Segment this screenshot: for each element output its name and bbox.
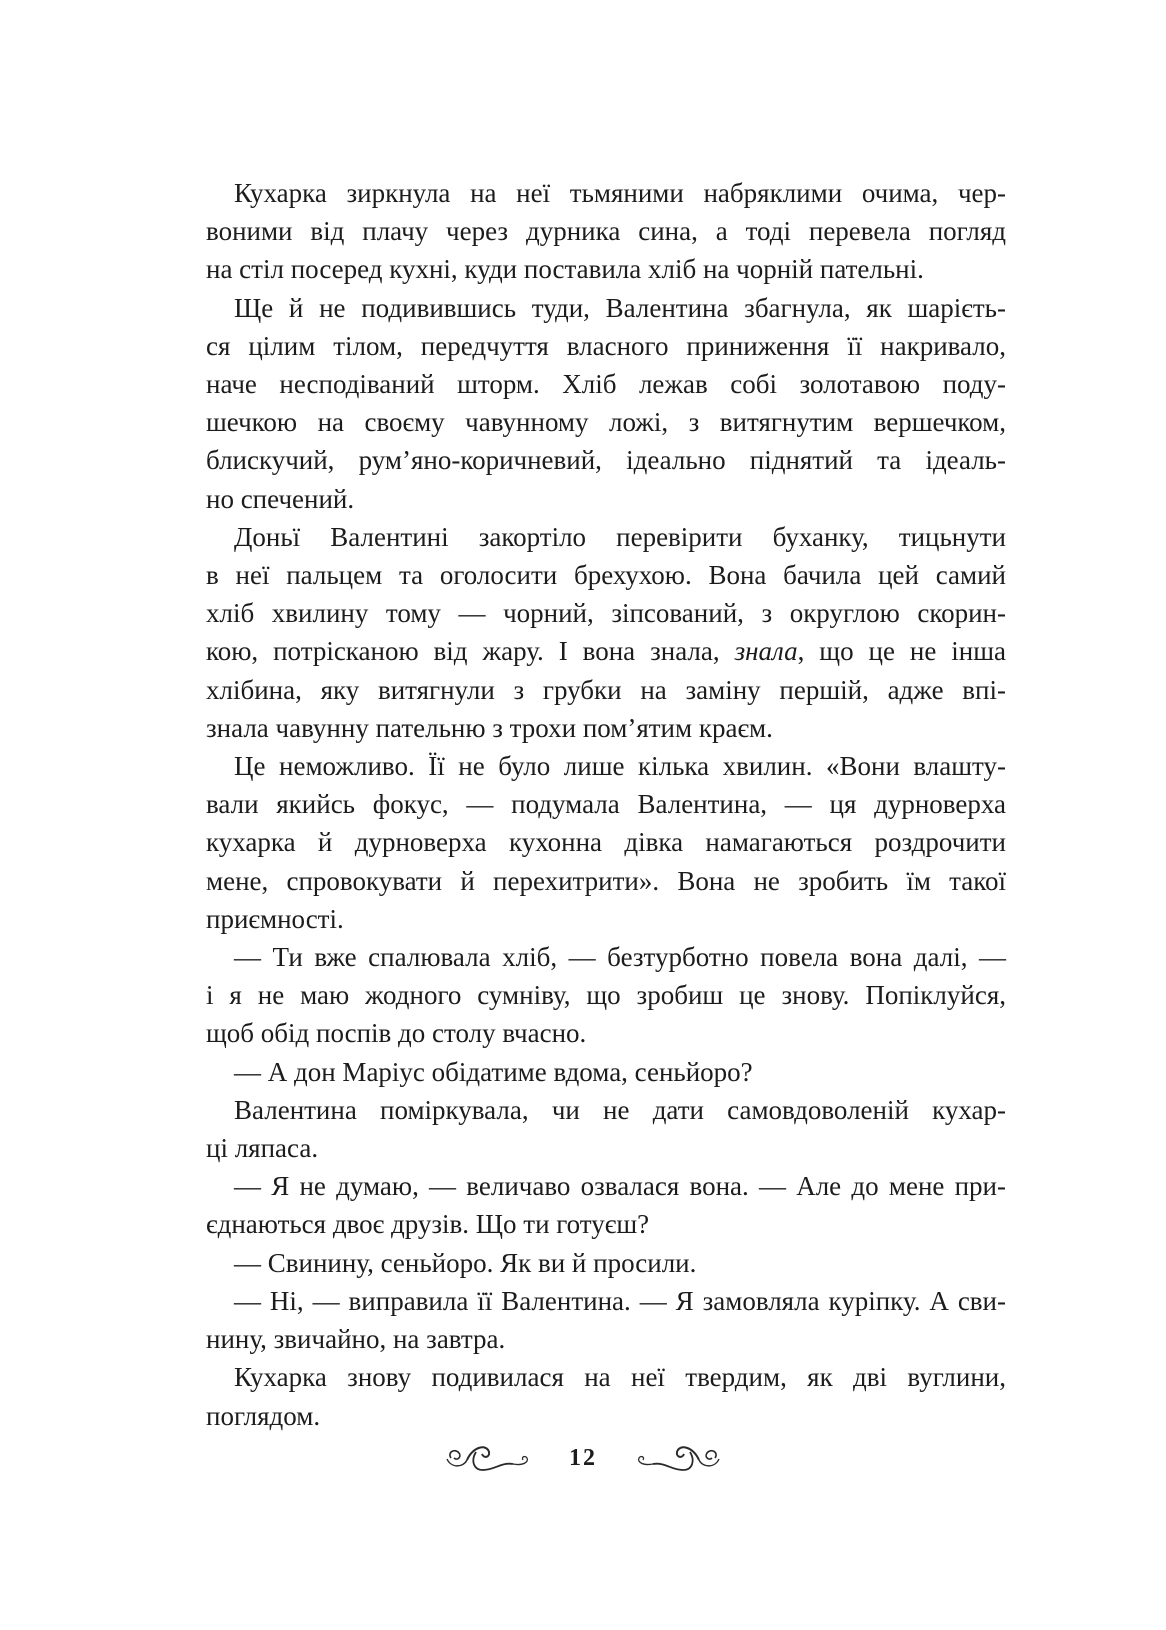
paragraph bbox=[206, 1282, 1006, 1358]
left-ornament-icon bbox=[443, 1438, 553, 1478]
text-line: — Я не думаю, — величаво озвалася вона. — Але до мене при- bbox=[234, 1171, 1006, 1202]
paragraph bbox=[206, 938, 1006, 1053]
paragraph bbox=[206, 1167, 1006, 1243]
emphasis-text: знала bbox=[734, 636, 798, 667]
text-line: Валентина поміркувала, чи не дати самовдоволеній кухар- bbox=[234, 1094, 1006, 1125]
text-line: поглядом. bbox=[206, 1400, 321, 1431]
text-line: шечкою на своєму чавунному ложі, з витягнутим вершечком, bbox=[206, 407, 1006, 438]
text-line: — Ні, — виправила її Валентина. — Я замовляла куріпку. А сви- bbox=[234, 1285, 1006, 1316]
text-line: Кухарка зиркнула на неї тьмяними набряклими очима, чер- bbox=[234, 178, 1006, 208]
paragraph bbox=[206, 747, 1006, 938]
paragraph bbox=[206, 289, 1006, 518]
text-line: — Свинину, сеньйоро. Як ви й просили. bbox=[234, 1247, 697, 1278]
text-line: блискучий, рум’яно-коричневий, ідеально піднятий та ідеаль- bbox=[206, 445, 1006, 476]
text-line: на стіл посеред кухні, куди поставила хліб на чорній пательні. bbox=[206, 254, 924, 285]
paragraph bbox=[206, 1358, 1006, 1434]
text-line: Доньї Валентині закортіло перевірити буханку, тицьнути bbox=[234, 521, 1006, 552]
text-line: єднаються двоє друзів. Що ти готуєш? bbox=[206, 1209, 650, 1240]
text-line: і я не маю жодного сумніву, що зробиш це знову. Попіклуйся, bbox=[206, 980, 1006, 1011]
right-ornament-icon bbox=[613, 1438, 723, 1478]
text-line: — А дон Маріус обідатиме вдома, сеньйоро? bbox=[234, 1056, 753, 1087]
text-line: щоб обід поспів до столу вчасно. bbox=[206, 1018, 587, 1049]
text-line: ці ляпаса. bbox=[206, 1133, 319, 1164]
page-folio bbox=[0, 1428, 1166, 1488]
text-line: хлібина, яку витягнули з грубки на заміну першій, адже впі- bbox=[206, 674, 1006, 705]
text-line: Це неможливо. Її не було лише кілька хвилин. «Вони влашту- bbox=[234, 751, 1006, 782]
text-line: хліб хвилину тому — чорний, зіпсований, з округлою скорин- bbox=[206, 598, 1006, 629]
text-line: мене, спровокувати й перехитрити». Вона не зробить їм такої bbox=[206, 865, 1006, 896]
text-line: приємності. bbox=[206, 903, 344, 934]
paragraph bbox=[206, 518, 1006, 747]
text-line: — Ти вже спалювала хліб, — безтурботно повела вона далі, — bbox=[234, 942, 1006, 973]
text-line: воними від плачу через дурника сина, а тоді перевела погляд bbox=[206, 216, 1006, 247]
text-line: Кухарка знову подивилася на неї твердим, як дві вуглини, bbox=[234, 1362, 1006, 1393]
text-line: нину, звичайно, на завтра. bbox=[206, 1324, 506, 1355]
paragraph bbox=[206, 1244, 1006, 1282]
text-line: вали якийсь фокус, — подумала Валентина, — ця дурноверха bbox=[206, 789, 1006, 820]
text-line: Ще й не подивившись туди, Валентина збагнула, як шарієть- bbox=[234, 292, 1006, 323]
text-line: кою, потрісканою від жару. І вона знала, знала, що це не інша bbox=[206, 636, 1006, 667]
text-line: кухарка й дурноверха кухонна дівка намагаються роздрочити bbox=[206, 827, 1006, 858]
page-number: 12 bbox=[569, 1444, 597, 1471]
text-line: наче несподіваний шторм. Хліб лежав собі золотавою поду- bbox=[206, 369, 1006, 400]
text-line: ся цілим тілом, передчуття власного приниження її накривало, bbox=[206, 330, 1006, 361]
text-line: знала чавунну пательню з трохи пом’ятим краєм. bbox=[206, 712, 773, 743]
text-line: в неї пальцем та оголосити брехухою. Вона бачила цей самий bbox=[206, 560, 1006, 591]
paragraph bbox=[206, 174, 1006, 289]
paragraph bbox=[206, 1091, 1006, 1167]
text-line: но спечений. bbox=[206, 483, 355, 514]
paragraph bbox=[206, 1053, 1006, 1091]
body-text bbox=[206, 174, 1006, 1435]
